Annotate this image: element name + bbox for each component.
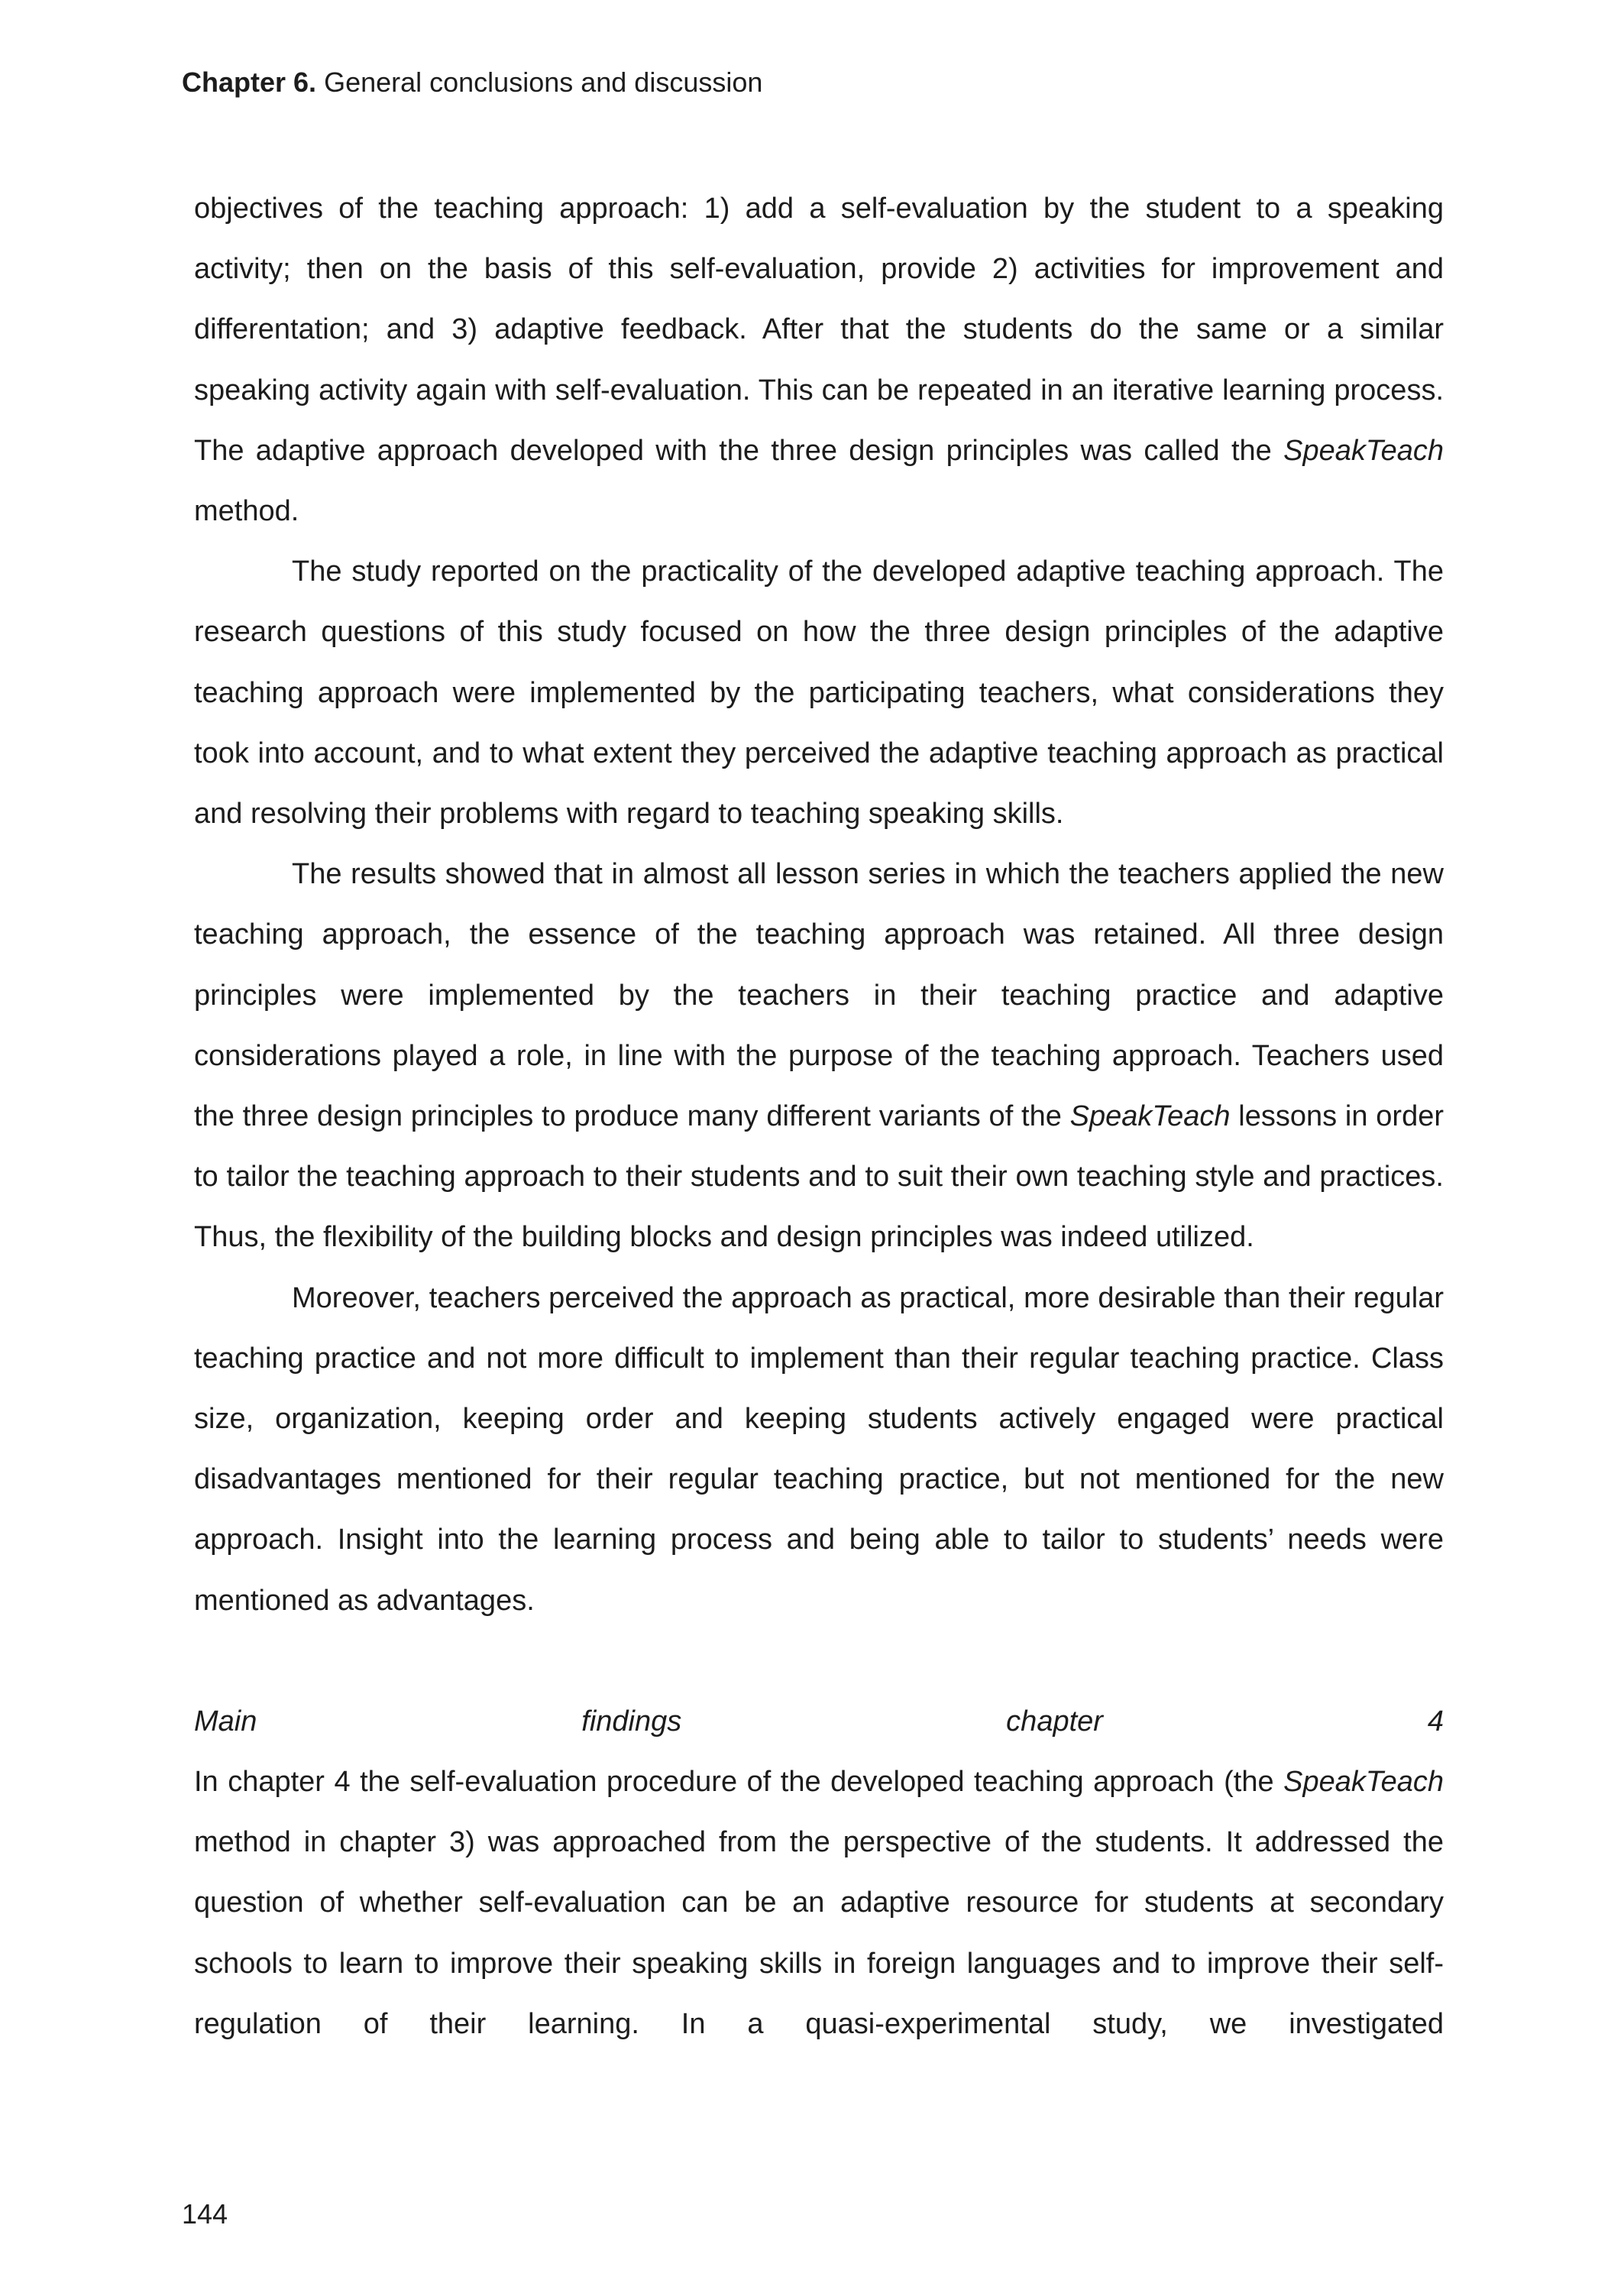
section-subheading: Main findings chapter 4 xyxy=(194,1705,1444,1738)
paragraph-1-text-b: method. xyxy=(194,495,299,528)
running-head xyxy=(182,64,762,101)
paragraph-1-text-a: objectives of the teaching approach: 1) add a self-evaluation by the student to a speaking activity; then on the basis of this self-evaluation, provide 2) activities for improvement and differentation; and 3) adaptive feedback. After that the students do the same or a similar speaking activity again with self-evaluation. This can be repeated in an iterative learning process. The adaptive approach developed with the three design principles was called the xyxy=(194,193,1444,467)
paragraph-1 xyxy=(194,179,1444,542)
section-gap xyxy=(194,1631,1444,1692)
paragraph-4: Moreover, teachers perceived the approach as practical, more desirable than their regular teaching practice and not more difficult to implement than their regular teaching practice. Class size, organization, keeping order and keeping students actively engaged were practical disadvantages mentioned for their regular teaching practice, but not mentioned for the new approach. Insight into the learning process and being able to tailor to students’ needs were mentioned as advantages. xyxy=(194,1281,1444,1617)
page-number: 144 xyxy=(182,2198,228,2230)
chapter-number: Chapter 6. xyxy=(182,66,317,98)
paragraph-3-text-b: lessons in order to tailor the teaching approach to their students and to suit their own teaching style and practices. Thus, the flexibility of the building blocks and design principles was indeed utilized. xyxy=(194,1100,1444,1254)
paragraph-3-text-a: The results showed that in almost all lesson series in which the teachers applied the new teaching approach, the essence of the teaching approach was retained. All three design principles were implemented by the teachers in their teaching practice and adaptive considerations played a role, in line with the purpose of the teaching approach. Teachers used the three design principles to produce many different variants of the xyxy=(194,858,1444,1133)
chapter-title: General conclusions and discussion xyxy=(324,66,763,98)
paragraph-3-method-name: SpeakTeach xyxy=(1069,1100,1231,1133)
paragraph-1-method-name: SpeakTeach xyxy=(1283,434,1444,467)
body-text xyxy=(194,179,1444,2055)
paragraph-5-method-name: SpeakTeach xyxy=(1283,1766,1444,1799)
paragraph-3 xyxy=(194,844,1444,1268)
paragraph-5-text-b: method in chapter 3) was approached from the perspective of the students. It addressed the question of whether self-evaluation can be an adaptive resource for students at secondary schools to learn to improve their speaking skills in foreign languages and to improve their self-regulation of their learning. In a quasi-experimental study, we investigated xyxy=(194,1826,1444,2040)
paragraph-5-text-a: In chapter 4 the self-evaluation procedure of the developed teaching approach (the xyxy=(194,1766,1284,1799)
paragraph-2: The study reported on the practicality of the developed adaptive teaching approach. The research questions of this study focused on how the three design principles of the adaptive teaching approach were implemented by the participating teachers, what considerations they took into account, and to what extent they perceived the adaptive teaching approach as practical and resolving their problems with regard to teaching speaking skills. xyxy=(194,555,1444,831)
paragraph-5 xyxy=(194,1752,1444,2055)
